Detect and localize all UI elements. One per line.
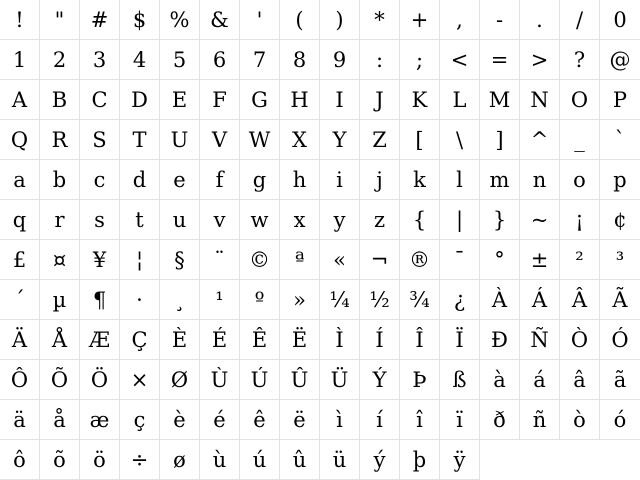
glyph-cell[interactable]: ý bbox=[360, 440, 400, 480]
glyph-cell[interactable]: F bbox=[200, 80, 240, 120]
glyph-cell[interactable]: æ bbox=[80, 400, 120, 440]
glyph-cell[interactable]: § bbox=[160, 240, 200, 280]
glyph-cell[interactable]: E bbox=[160, 80, 200, 120]
glyph-cell[interactable]: ß bbox=[440, 360, 480, 400]
glyph-cell[interactable]: « bbox=[320, 240, 360, 280]
glyph-cell[interactable]: Ä bbox=[0, 320, 40, 360]
glyph-cell[interactable]: ð bbox=[480, 400, 520, 440]
glyph-cell[interactable]: [ bbox=[400, 120, 440, 160]
glyph-cell[interactable]: w bbox=[240, 200, 280, 240]
glyph-cell[interactable]: Ð bbox=[480, 320, 520, 360]
glyph-cell[interactable]: ¡ bbox=[560, 200, 600, 240]
glyph-cell[interactable]: ´ bbox=[0, 280, 40, 320]
glyph-cell[interactable]: ÿ bbox=[440, 440, 480, 480]
glyph-cell[interactable]: 3 bbox=[80, 40, 120, 80]
glyph-cell[interactable]: _ bbox=[560, 120, 600, 160]
glyph-cell[interactable]: Ç bbox=[120, 320, 160, 360]
glyph-cell[interactable]: k bbox=[400, 160, 440, 200]
glyph-cell[interactable]: V bbox=[200, 120, 240, 160]
glyph-cell[interactable]: ã bbox=[600, 360, 640, 400]
glyph-cell[interactable]: Ñ bbox=[520, 320, 560, 360]
glyph-cell[interactable]: ³ bbox=[600, 240, 640, 280]
glyph-cell[interactable]: ) bbox=[320, 0, 360, 40]
glyph-cell[interactable]: í bbox=[360, 400, 400, 440]
glyph-cell[interactable]: ` bbox=[600, 120, 640, 160]
glyph-cell[interactable]: Õ bbox=[40, 360, 80, 400]
glyph-cell[interactable]: / bbox=[560, 0, 600, 40]
glyph-cell[interactable]: Ê bbox=[240, 320, 280, 360]
glyph-cell[interactable]: Ï bbox=[440, 320, 480, 360]
glyph-cell[interactable]: \ bbox=[440, 120, 480, 160]
glyph-cell[interactable]: a bbox=[0, 160, 40, 200]
glyph-cell[interactable]: Ò bbox=[560, 320, 600, 360]
glyph-cell[interactable]: Â bbox=[560, 280, 600, 320]
glyph-cell[interactable]: ë bbox=[280, 400, 320, 440]
glyph-cell[interactable]: ± bbox=[520, 240, 560, 280]
glyph-cell[interactable]: O bbox=[560, 80, 600, 120]
glyph-cell[interactable]: U bbox=[160, 120, 200, 160]
glyph-cell[interactable]: P bbox=[600, 80, 640, 120]
glyph-cell[interactable]: Ë bbox=[280, 320, 320, 360]
glyph-cell[interactable]: z bbox=[360, 200, 400, 240]
glyph-cell[interactable]: 7 bbox=[240, 40, 280, 80]
glyph-cell[interactable]: » bbox=[280, 280, 320, 320]
glyph-cell[interactable]: Î bbox=[400, 320, 440, 360]
glyph-cell[interactable]: ¿ bbox=[440, 280, 480, 320]
glyph-cell[interactable]: ø bbox=[160, 440, 200, 480]
glyph-cell[interactable]: q bbox=[0, 200, 40, 240]
glyph-cell[interactable]: p bbox=[600, 160, 640, 200]
glyph-cell[interactable]: , bbox=[440, 0, 480, 40]
glyph-cell[interactable]: # bbox=[80, 0, 120, 40]
glyph-cell[interactable]: Ø bbox=[160, 360, 200, 400]
glyph-cell[interactable]: 1 bbox=[0, 40, 40, 80]
glyph-cell[interactable]: µ bbox=[40, 280, 80, 320]
glyph-cell[interactable]: ' bbox=[240, 0, 280, 40]
glyph-cell[interactable]: $ bbox=[120, 0, 160, 40]
glyph-cell[interactable]: É bbox=[200, 320, 240, 360]
glyph-cell[interactable]: t bbox=[120, 200, 160, 240]
glyph-cell[interactable]: Å bbox=[40, 320, 80, 360]
glyph-cell[interactable]: 4 bbox=[120, 40, 160, 80]
glyph-cell[interactable]: ¨ bbox=[200, 240, 240, 280]
glyph-cell[interactable]: l bbox=[440, 160, 480, 200]
glyph-cell[interactable]: o bbox=[560, 160, 600, 200]
glyph-cell[interactable]: Ý bbox=[360, 360, 400, 400]
glyph-cell[interactable]: b bbox=[40, 160, 80, 200]
glyph-cell[interactable]: I bbox=[320, 80, 360, 120]
glyph-cell[interactable]: º bbox=[240, 280, 280, 320]
glyph-cell[interactable]: C bbox=[80, 80, 120, 120]
glyph-cell[interactable]: R bbox=[40, 120, 80, 160]
glyph-cell[interactable]: 0 bbox=[600, 0, 640, 40]
glyph-cell[interactable]: H bbox=[280, 80, 320, 120]
glyph-cell[interactable]: â bbox=[560, 360, 600, 400]
glyph-cell[interactable]: & bbox=[200, 0, 240, 40]
glyph-cell[interactable]: î bbox=[400, 400, 440, 440]
glyph-cell[interactable]: } bbox=[480, 200, 520, 240]
glyph-cell[interactable]: ú bbox=[240, 440, 280, 480]
glyph-cell[interactable]: j bbox=[360, 160, 400, 200]
glyph-cell[interactable]: K bbox=[400, 80, 440, 120]
glyph-cell[interactable]: @ bbox=[600, 40, 640, 80]
glyph-cell[interactable]: D bbox=[120, 80, 160, 120]
glyph-cell[interactable]: õ bbox=[40, 440, 80, 480]
glyph-cell[interactable]: s bbox=[80, 200, 120, 240]
glyph-cell[interactable]: > bbox=[520, 40, 560, 80]
glyph-cell[interactable]: ª bbox=[280, 240, 320, 280]
glyph-cell[interactable]: N bbox=[520, 80, 560, 120]
glyph-cell[interactable]: | bbox=[440, 200, 480, 240]
glyph-cell[interactable]: m bbox=[480, 160, 520, 200]
glyph-cell[interactable]: * bbox=[360, 0, 400, 40]
glyph-cell[interactable]: ¼ bbox=[320, 280, 360, 320]
glyph-cell[interactable]: ¦ bbox=[120, 240, 160, 280]
glyph-cell[interactable]: ù bbox=[200, 440, 240, 480]
glyph-cell[interactable]: % bbox=[160, 0, 200, 40]
glyph-cell[interactable]: ê bbox=[240, 400, 280, 440]
glyph-cell[interactable]: ^ bbox=[520, 120, 560, 160]
glyph-cell[interactable]: ? bbox=[560, 40, 600, 80]
glyph-cell[interactable]: Ö bbox=[80, 360, 120, 400]
glyph-cell[interactable]: < bbox=[440, 40, 480, 80]
glyph-cell[interactable]: é bbox=[200, 400, 240, 440]
glyph-cell[interactable]: à bbox=[480, 360, 520, 400]
glyph-cell[interactable]: f bbox=[200, 160, 240, 200]
glyph-cell[interactable]: Ã bbox=[600, 280, 640, 320]
glyph-cell[interactable]: : bbox=[360, 40, 400, 80]
glyph-cell[interactable]: " bbox=[40, 0, 80, 40]
glyph-cell[interactable]: û bbox=[280, 440, 320, 480]
glyph-cell[interactable]: i bbox=[320, 160, 360, 200]
glyph-cell[interactable]: ö bbox=[80, 440, 120, 480]
glyph-cell[interactable]: e bbox=[160, 160, 200, 200]
glyph-cell[interactable]: ç bbox=[120, 400, 160, 440]
glyph-cell[interactable]: Ó bbox=[600, 320, 640, 360]
glyph-cell[interactable]: y bbox=[320, 200, 360, 240]
glyph-cell[interactable]: Ü bbox=[320, 360, 360, 400]
glyph-cell[interactable]: B bbox=[40, 80, 80, 120]
glyph-cell[interactable]: L bbox=[440, 80, 480, 120]
glyph-cell[interactable]: r bbox=[40, 200, 80, 240]
glyph-cell[interactable]: ï bbox=[440, 400, 480, 440]
glyph-cell[interactable]: x bbox=[280, 200, 320, 240]
glyph-cell[interactable]: h bbox=[280, 160, 320, 200]
glyph-cell[interactable]: 5 bbox=[160, 40, 200, 80]
glyph-cell[interactable]: ¬ bbox=[360, 240, 400, 280]
glyph-cell[interactable]: ¶ bbox=[80, 280, 120, 320]
glyph-cell[interactable]: G bbox=[240, 80, 280, 120]
glyph-cell[interactable]: ¾ bbox=[400, 280, 440, 320]
glyph-cell[interactable]: J bbox=[360, 80, 400, 120]
glyph-cell[interactable]: ä bbox=[0, 400, 40, 440]
glyph-cell[interactable]: ¸ bbox=[160, 280, 200, 320]
glyph-cell[interactable]: È bbox=[160, 320, 200, 360]
glyph-cell[interactable]: Q bbox=[0, 120, 40, 160]
glyph-cell[interactable]: Í bbox=[360, 320, 400, 360]
glyph-cell[interactable]: T bbox=[120, 120, 160, 160]
glyph-cell[interactable]: 6 bbox=[200, 40, 240, 80]
glyph-cell[interactable]: ( bbox=[280, 0, 320, 40]
glyph-cell[interactable]: = bbox=[480, 40, 520, 80]
glyph-cell[interactable]: A bbox=[0, 80, 40, 120]
glyph-cell[interactable]: ì bbox=[320, 400, 360, 440]
glyph-cell[interactable]: Û bbox=[280, 360, 320, 400]
glyph-cell[interactable]: ¥ bbox=[80, 240, 120, 280]
glyph-cell[interactable]: - bbox=[480, 0, 520, 40]
glyph-cell[interactable]: £ bbox=[0, 240, 40, 280]
glyph-cell[interactable]: À bbox=[480, 280, 520, 320]
glyph-cell[interactable]: ~ bbox=[520, 200, 560, 240]
glyph-cell[interactable]: · bbox=[120, 280, 160, 320]
glyph-cell[interactable]: á bbox=[520, 360, 560, 400]
glyph-cell[interactable]: Þ bbox=[400, 360, 440, 400]
glyph-cell[interactable]: Ù bbox=[200, 360, 240, 400]
glyph-cell[interactable]: ¤ bbox=[40, 240, 80, 280]
glyph-cell[interactable]: ¹ bbox=[200, 280, 240, 320]
glyph-cell[interactable]: © bbox=[240, 240, 280, 280]
glyph-cell[interactable]: å bbox=[40, 400, 80, 440]
glyph-cell[interactable]: ] bbox=[480, 120, 520, 160]
glyph-cell[interactable]: × bbox=[120, 360, 160, 400]
glyph-cell[interactable]: d bbox=[120, 160, 160, 200]
glyph-cell[interactable]: M bbox=[480, 80, 520, 120]
glyph-cell[interactable]: þ bbox=[400, 440, 440, 480]
glyph-cell[interactable]: ; bbox=[400, 40, 440, 80]
glyph-cell[interactable]: Z bbox=[360, 120, 400, 160]
glyph-cell[interactable]: ó bbox=[600, 400, 640, 440]
glyph-cell[interactable]: ® bbox=[400, 240, 440, 280]
glyph-cell[interactable]: n bbox=[520, 160, 560, 200]
glyph-cell[interactable]: ² bbox=[560, 240, 600, 280]
glyph-cell[interactable]: X bbox=[280, 120, 320, 160]
glyph-cell[interactable]: ô bbox=[0, 440, 40, 480]
glyph-cell[interactable]: u bbox=[160, 200, 200, 240]
glyph-cell[interactable]: g bbox=[240, 160, 280, 200]
glyph-cell[interactable]: 2 bbox=[40, 40, 80, 80]
glyph-cell[interactable]: Æ bbox=[80, 320, 120, 360]
glyph-cell[interactable]: ÷ bbox=[120, 440, 160, 480]
glyph-cell[interactable]: c bbox=[80, 160, 120, 200]
glyph-cell[interactable]: ò bbox=[560, 400, 600, 440]
glyph-cell[interactable]: ¯ bbox=[440, 240, 480, 280]
glyph-cell[interactable]: ! bbox=[0, 0, 40, 40]
glyph-cell[interactable]: Ô bbox=[0, 360, 40, 400]
glyph-cell[interactable]: è bbox=[160, 400, 200, 440]
glyph-cell[interactable]: v bbox=[200, 200, 240, 240]
glyph-cell[interactable]: Ú bbox=[240, 360, 280, 400]
glyph-cell[interactable]: S bbox=[80, 120, 120, 160]
glyph-cell[interactable]: ñ bbox=[520, 400, 560, 440]
glyph-cell[interactable]: . bbox=[520, 0, 560, 40]
glyph-cell[interactable]: ü bbox=[320, 440, 360, 480]
glyph-cell[interactable]: ° bbox=[480, 240, 520, 280]
glyph-cell[interactable]: + bbox=[400, 0, 440, 40]
glyph-cell[interactable]: W bbox=[240, 120, 280, 160]
glyph-cell[interactable]: { bbox=[400, 200, 440, 240]
glyph-cell[interactable]: ½ bbox=[360, 280, 400, 320]
glyph-cell[interactable]: Ì bbox=[320, 320, 360, 360]
glyph-cell[interactable]: Y bbox=[320, 120, 360, 160]
glyph-cell[interactable]: 8 bbox=[280, 40, 320, 80]
glyph-cell[interactable]: ¢ bbox=[600, 200, 640, 240]
glyph-cell[interactable]: Á bbox=[520, 280, 560, 320]
glyph-cell[interactable]: 9 bbox=[320, 40, 360, 80]
